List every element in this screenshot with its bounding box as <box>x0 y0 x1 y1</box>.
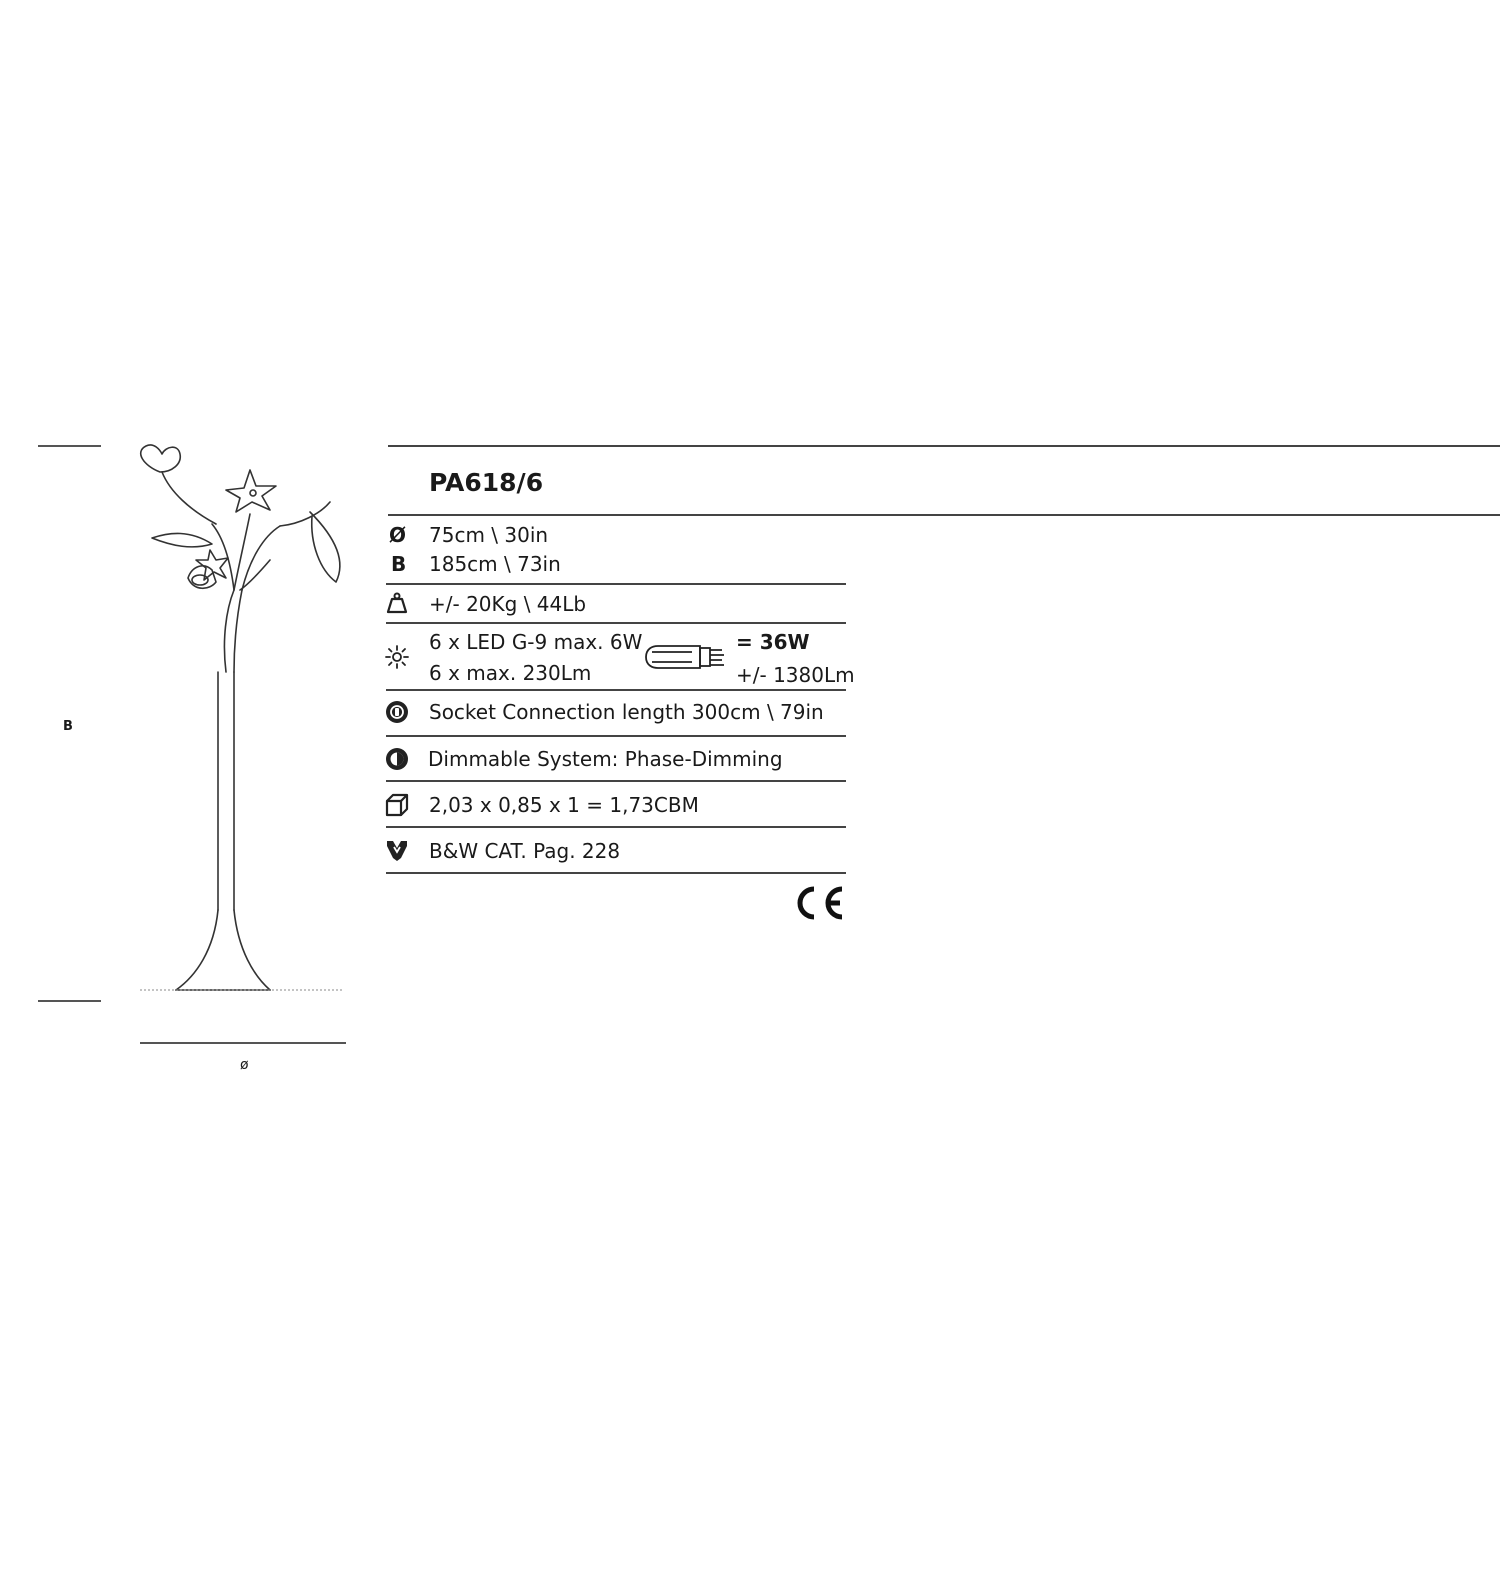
floor-lamp-drawing <box>130 440 360 1010</box>
header-bottom-rule <box>388 514 1500 516</box>
diameter-symbol: Ø <box>389 523 407 547</box>
total-lumens: +/- 1380Lm <box>736 663 855 687</box>
dimmer-icon <box>385 747 409 771</box>
diameter-value: 75cm \ 30in <box>429 523 549 547</box>
catalog-logo-icon <box>385 838 409 862</box>
box-icon <box>385 793 409 817</box>
weight-value: +/- 20Kg \ 44Lb <box>429 592 587 616</box>
total-power: = 36W <box>736 630 810 654</box>
height-symbol: B <box>391 552 407 576</box>
diameter-dimension-line <box>140 1042 346 1044</box>
plug-socket-icon <box>385 700 409 724</box>
g9-bulb-icon <box>642 640 728 674</box>
connection-value: Socket Connection length 300cm \ 79in <box>429 700 824 724</box>
dimension-bottom-tick <box>38 1000 101 1002</box>
weight-icon <box>385 591 409 615</box>
row-divider <box>386 872 846 874</box>
row-divider <box>386 780 846 782</box>
row-divider <box>386 622 846 624</box>
dimension-top-tick <box>38 445 101 447</box>
row-divider <box>386 689 846 691</box>
row-divider <box>386 735 846 737</box>
height-dimension-label: B <box>63 719 73 734</box>
bulb-spec: 6 x LED G-9 max. 6W <box>429 630 643 654</box>
height-value: 185cm \ 73in <box>429 552 561 576</box>
ce-mark-icon <box>790 884 846 922</box>
sun-icon <box>385 645 409 669</box>
row-divider <box>386 826 846 828</box>
catalog-reference: B&W CAT. Pag. 228 <box>429 839 621 863</box>
volume-value: 2,03 x 0,85 x 1 = 1,73CBM <box>429 793 699 817</box>
diameter-dimension-label: ø <box>240 1057 249 1073</box>
row-divider <box>386 583 846 585</box>
header-top-rule <box>388 445 1500 447</box>
product-code: PA618/6 <box>429 468 544 497</box>
dimming-value: Dimmable System: Phase-Dimming <box>428 747 783 771</box>
lumen-spec: 6 x max. 230Lm <box>429 661 592 685</box>
